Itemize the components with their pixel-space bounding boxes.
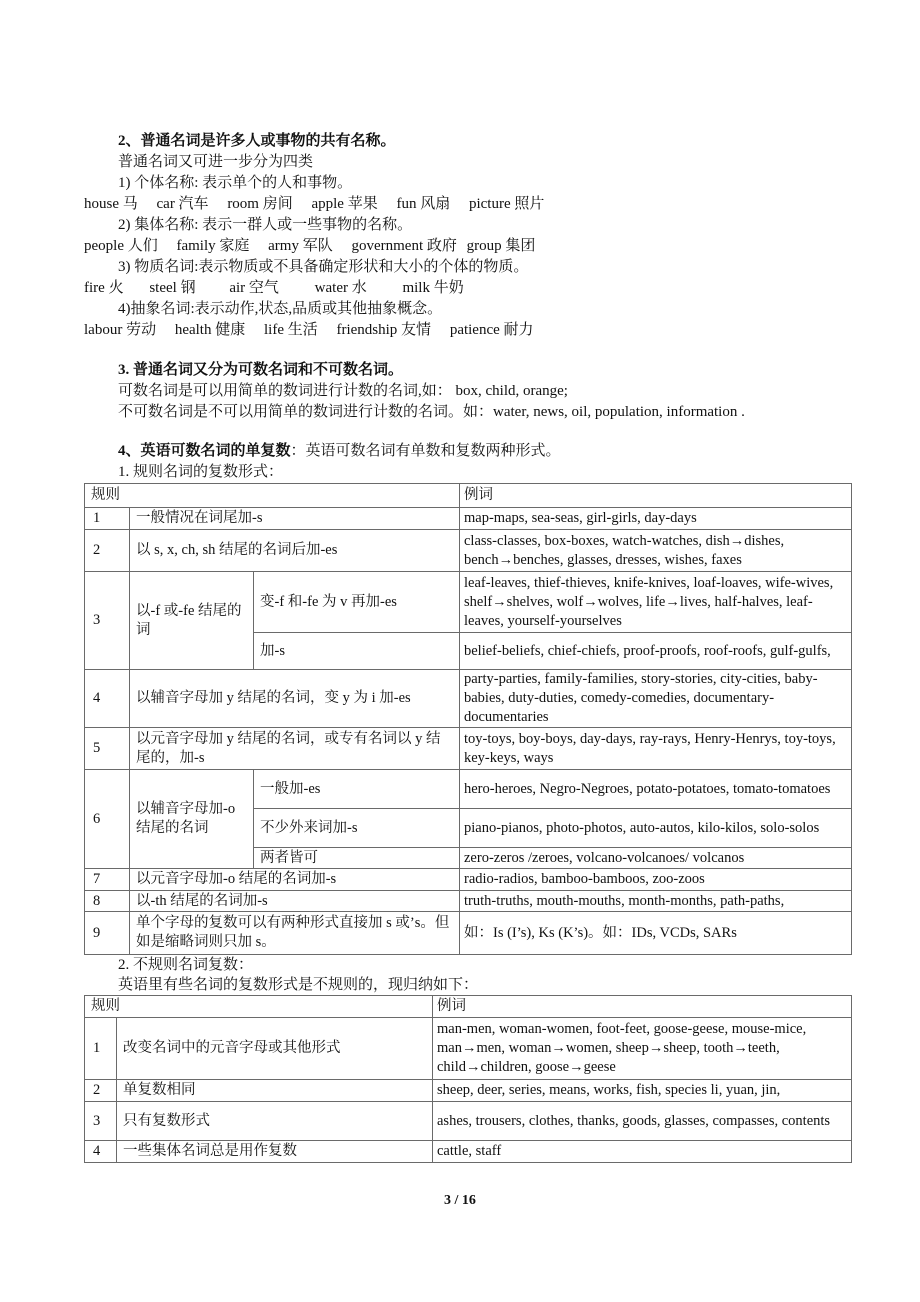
row-number: 5 [85,728,130,770]
row-number: 4 [85,670,130,728]
header-rule: 规则 [85,996,433,1018]
row-rule: 单复数相同 [117,1080,433,1102]
example-word: picture 照片 [468,196,545,212]
regular-plural-subheading: 1. 规则名词的复数形式： [118,464,284,480]
category-2-examples [84,236,535,257]
table-row [85,508,852,530]
table-row [85,1102,852,1141]
row-example: class-classes, box-boxes, watch-watches, dish→dishes, bench→benches, glasses, dresses, wishes, faxes [460,530,852,572]
header-rule: 规则 [85,484,460,508]
example-word: room 房间 [227,196,293,212]
category-3-label: 3) 物质名词:表示物质或不具备确定形状和大小的个体的物质。 [118,259,529,275]
category-1-label: 1) 个体名称: 表示单个的人和事物。 [118,175,353,191]
example-word: water 水 [314,280,367,296]
row-example: 如：Is (I’s), Ks (K’s)。如：IDs, VCDs, SARs [460,912,852,955]
row-rule: 以-th 结尾的名词加-s [130,891,460,912]
page-number: 3 / 16 [444,1193,476,1208]
example-word: car 汽车 [156,196,209,212]
row-rule: 只有复数形式 [117,1102,433,1141]
example-word: fun 风扇 [396,196,451,212]
example-word: patience 耐力 [449,322,534,338]
row-rule: 一般情况在词尾加-s [130,508,460,530]
row-rule: 以辅音字母加 y 结尾的名词，变 y 为 i 加-es [130,670,460,728]
example-word: friendship 友情 [336,322,432,338]
row-number: 6 [85,770,130,869]
row-example: leaf-leaves, thief-thieves, knife-knives, loaf-loaves, wife-wives, shelf→shelves, wolf→wolves, life→lives, half-halves, leaf-leaves, yourself-yourselves [460,572,852,633]
table-header-row [85,996,852,1018]
row-rule: 单个字母的复数可以有两种形式直接加 s 或’s。但如是缩略词则只加 s。 [130,912,460,955]
row-example: toy-toys, boy-boys, day-days, ray-rays, Henry-Henrys, toy-toys, key-keys, ways [460,728,852,770]
example-word: milk 牛奶 [402,280,464,296]
table-row [85,572,852,633]
row-example: ashes, trousers, clothes, thanks, goods, glasses, compasses, contents [433,1102,852,1141]
row-rule: 以-f 或-fe 结尾的词 [130,572,254,670]
table-row [85,728,852,770]
row-example: cattle, staff [433,1141,852,1163]
row-example: party-parties, family-families, story-stories, city-cities, baby-babies, duty-duties, comedy-comedies, documentary-documentaries [460,670,852,728]
example-word: family 家庭 [176,238,250,254]
row-rule: 一些集体名词总是用作复数 [117,1141,433,1163]
example-word: steel 钢 [149,280,196,296]
irregular-plural-table [84,995,852,1163]
header-example: 例词 [433,996,852,1018]
row-example: zero-zeros /zeroes, volcano-volcanoes/ volcanos [460,848,852,869]
row-rule: 以辅音字母加-o 结尾的名词 [130,770,254,869]
category-1-examples [84,194,544,215]
row-number: 1 [85,508,130,530]
row-subrule: 一般加-es [254,770,460,809]
row-example: belief-beliefs, chief-chiefs, proof-proofs, roof-roofs, gulf-gulfs, [460,633,852,670]
section-4-heading-rest: ：英语可数名词有单数和复数两种形式。 [290,443,561,459]
row-example: map-maps, sea-seas, girl-girls, day-days [460,508,852,530]
example-word: fire 火 [84,280,124,296]
row-example: piano-pianos, photo-photos, auto-autos, kilo-kilos, solo-solos [460,809,852,848]
example-word: army 军队 [268,238,333,254]
example-word: health 健康 [174,322,246,338]
section-3-heading: 3. 普通名词又分为可数名词和不可数名词。 [118,362,404,378]
example-word: labour 劳动 [84,322,157,338]
row-example: radio-radios, bamboo-bamboos, zoo-zoos [460,869,852,891]
table-row [85,912,852,955]
row-subrule: 加-s [254,633,460,670]
row-rule: 以元音字母加 y 结尾的名词，或专有名词以 y 结尾的，加-s [130,728,460,770]
irregular-plural-intro: 英语里有些名词的复数形式是不规则的，现归纳如下： [118,977,479,993]
example-word: apple 苹果 [311,196,378,212]
row-example: hero-heroes, Negro-Negroes, potato-potatoes, tomato-tomatoes [460,770,852,809]
row-rule: 以元音字母加-o 结尾的名词加-s [130,869,460,891]
row-number: 1 [85,1018,117,1080]
table-row [85,1018,852,1080]
category-4-examples [84,320,534,341]
row-subrule: 变-f 和-fe 为 v 再加-es [254,572,460,633]
example-word: people 人们 [84,238,158,254]
row-rule: 以 s, x, ch, sh 结尾的名词后加-es [130,530,460,572]
row-number: 7 [85,869,130,891]
row-number: 3 [85,1102,117,1141]
row-number: 3 [85,572,130,670]
section-4-heading-bold: 4、英语可数名词的单复数 [118,443,291,459]
row-example: sheep, deer, series, means, works, fish, species li, yuan, jin, [433,1080,852,1102]
regular-plural-table [84,483,852,955]
table-row [85,869,852,891]
example-word: government 政府 [351,238,457,254]
row-subrule: 不少外来词加-s [254,809,460,848]
row-number: 4 [85,1141,117,1163]
row-number: 9 [85,912,130,955]
category-2-label: 2) 集体名称: 表示一群人或一些事物的名称。 [118,217,413,233]
table-row [85,1080,852,1102]
row-example: man-men, woman-women, foot-feet, goose-geese, mouse-mice, man→men, woman→women, sheep→sheep, tooth→teeth, child→children, goose→geese [433,1018,852,1080]
row-rule: 改变名词中的元音字母或其他形式 [117,1018,433,1080]
table-row [85,670,852,728]
row-subrule: 两者皆可 [254,848,460,869]
row-example: truth-truths, mouth-mouths, month-months, path-paths, [460,891,852,912]
table-row [85,530,852,572]
irregular-plural-subheading: 2. 不规则名词复数： [118,957,254,973]
example-word: air 空气 [229,280,279,296]
countable-definition: 可数名词是可以用简单的数词进行计数的名词,如： box, child, orange; [118,383,568,399]
table-header-row [85,484,852,508]
row-number: 8 [85,891,130,912]
row-number: 2 [85,530,130,572]
table-row [85,1141,852,1163]
example-word: house 马 [84,196,138,212]
row-number: 2 [85,1080,117,1102]
example-word: life 生活 [263,322,318,338]
example-word: group 集团 [466,238,536,254]
category-4-label: 4)抽象名词:表示动作,状态,品质或其他抽象概念。 [118,301,443,317]
table-row [85,891,852,912]
table-row [85,770,852,809]
uncountable-definition: 不可数名词是不可以用简单的数词进行计数的名词。如：water, news, oil, population, information . [118,404,745,420]
category-3-examples [84,278,464,299]
section-4-heading [118,441,561,462]
section-2-heading: 2、普通名词是许多人或事物的共有名称。 [118,133,396,149]
section-2-intro: 普通名词又可进一步分为四类 [118,154,314,170]
header-example: 例词 [460,484,852,508]
